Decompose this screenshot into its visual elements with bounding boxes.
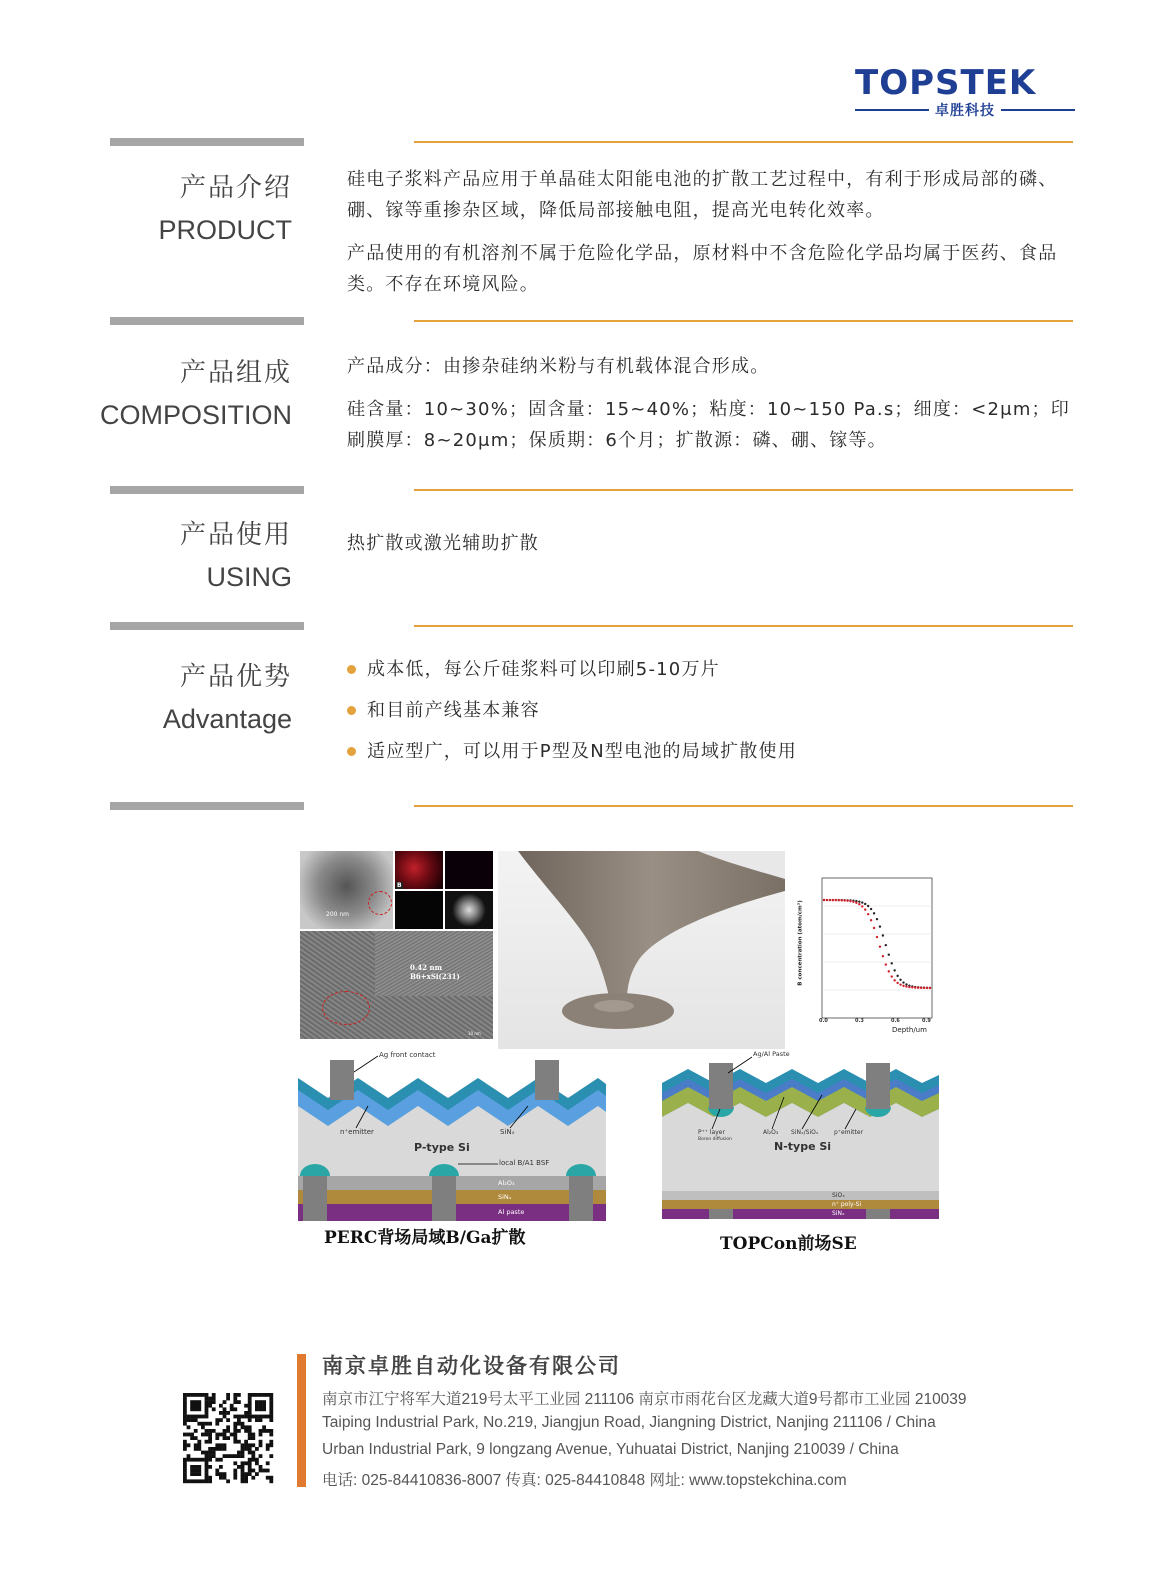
plot-point [902,985,904,987]
plot-point [823,899,825,901]
address-en-2: Urban Industrial Park, 9 longzang Avenue, Yuhuatai District, Nanjing 210039 / China [322,1441,899,1458]
plot-point [840,899,842,901]
plot-point [908,986,910,988]
plot-point [858,903,860,905]
plot-point [861,901,863,903]
bullet-icon [347,747,356,756]
plot-point [867,913,869,915]
plot-point [926,987,928,989]
plot-point [917,987,919,989]
plot-point [879,946,881,948]
plot-point [829,899,831,901]
plot-point [876,936,878,938]
plot-point [920,987,922,989]
plot-point [870,919,872,921]
plot-point [835,899,837,901]
brand-logo [855,63,1075,120]
tem-micrograph: 200 nm B 0.42 nm B6+xSi(231) 10 nm [300,851,493,1039]
address-cn: 南京市江宁将军大道219号太平工业园 211106 南京市雨花台区龙藏大道9号都市工业园 210039 [322,1391,967,1408]
plot-point [843,899,845,901]
contact-line: 电话: 025-84410836-8007 传真: 025-84410848 网址: www.topstekchina.com [322,1472,847,1489]
plot-point [899,979,901,981]
plot-point [882,955,884,957]
plot-point [902,981,904,983]
section-title-advantage: 产品优势 Advantage [162,662,292,734]
bullet-icon [347,665,356,674]
section-title-composition: 产品组成 COMPOSITION [99,358,292,430]
perc-caption: PERC背场局域B/Ga扩散 [324,1228,526,1248]
plot-point [858,900,860,902]
address-en-1: Taiping Industrial Park, No.219, Jiangjun Road, Jiangning District, Nanjing 211106 / China [322,1414,936,1431]
plot-point [896,975,898,977]
plot-point [870,908,872,910]
plot-point [873,927,875,929]
plot-point [929,987,931,989]
section-title-product: 产品介绍 PRODUCT [158,173,292,245]
brand-name: TOPSTEK [855,63,1037,103]
plot-point [923,987,925,989]
plot-point [846,900,848,902]
plot-point [867,905,869,907]
plot-point [911,986,913,988]
plot-point [893,969,895,971]
bullet-icon [347,706,356,715]
plot-point [888,954,890,956]
plot-point [905,985,907,987]
product-description: 硅电子浆料产品应用于单晶硅太阳能电池的扩散工艺过程中，有利于形成局部的磷、硼、镓等重掺杂区域，降低局部接触电阻，提高光电转化效率。 产品使用的有机溶剂不属于危险化学品，原材料中不含危险化学品均属于医药、食品类。不存在环境风险。 [347,169,1058,295]
topcon-caption: TOPCon前场SE [720,1234,857,1254]
list-item: 成本低，每公斤硅浆料可以印刷5-10万片 [347,654,1077,685]
perc-diagram: Ag front contact n⁺emitter SiNₓ P-type Si local B/A1 BSF Al₂O₃ SiNₓ Al paste [298,1050,606,1225]
section-divider [110,486,1073,494]
section-divider [110,317,1073,325]
qr-code [183,1393,273,1483]
section-divider [110,622,1073,630]
plot-point [864,908,866,910]
concentration-plot: B concentration (atom/cm³) Depth/um 0.0 0.3 0.6 0.9 [800,870,940,1040]
list-item: 和目前产线基本兼容 [347,695,1077,726]
plot-point [876,918,878,920]
plot-point [891,962,893,964]
plot-point [855,902,857,904]
plot-point [896,982,898,984]
section-title-using: 产品使用 USING [179,520,292,592]
list-item: 适应型广，可以用于P型及N型电池的局域扩散使用 [347,736,1077,767]
plot-point [893,979,895,981]
footer-accent-bar [297,1354,306,1487]
plot-point [885,944,887,946]
plot-point [891,975,893,977]
plot-point [873,912,875,914]
plot-point [914,986,916,988]
section-divider [110,802,1073,810]
company-name: 南京卓胜自动化设备有限公司 [322,1354,621,1378]
plot-point [852,901,854,903]
composition-description: 产品成分：由掺杂硅纳米粉与有机载体混合形成。 硅含量：10~30%；固含量：15~40%；粘度：10~150 Pa.s；细度：<2μm；印刷膜厚：8~20μm；保质期：6个月；扩散源：磷、硼、镓等。 [347,356,1070,451]
plot-point [899,983,901,985]
plot-point [905,983,907,985]
plot-point [826,899,828,901]
plot-point [885,963,887,965]
plot-point [882,934,884,936]
plot-point [861,905,863,907]
brand-sub: 卓胜科技 [935,103,995,119]
section-divider [110,138,1073,146]
plot-point [888,970,890,972]
topcon-diagram: Ag/Al Paste P⁺⁺ layer Boron diffusion Al₂O₃ SiNₓ/SiOₓ p⁺emitter N-type Si SiOₓ n⁺ poly-Si SiNₓ [662,1047,939,1222]
plot-point [832,899,834,901]
plot-point [838,899,840,901]
paste-photo [498,851,785,1049]
plot-point [849,900,851,902]
plot-point [864,903,866,905]
advantage-list [347,654,1077,777]
plot-point [879,925,881,927]
using-description: 热扩散或激光辅助扩散 [347,533,539,554]
